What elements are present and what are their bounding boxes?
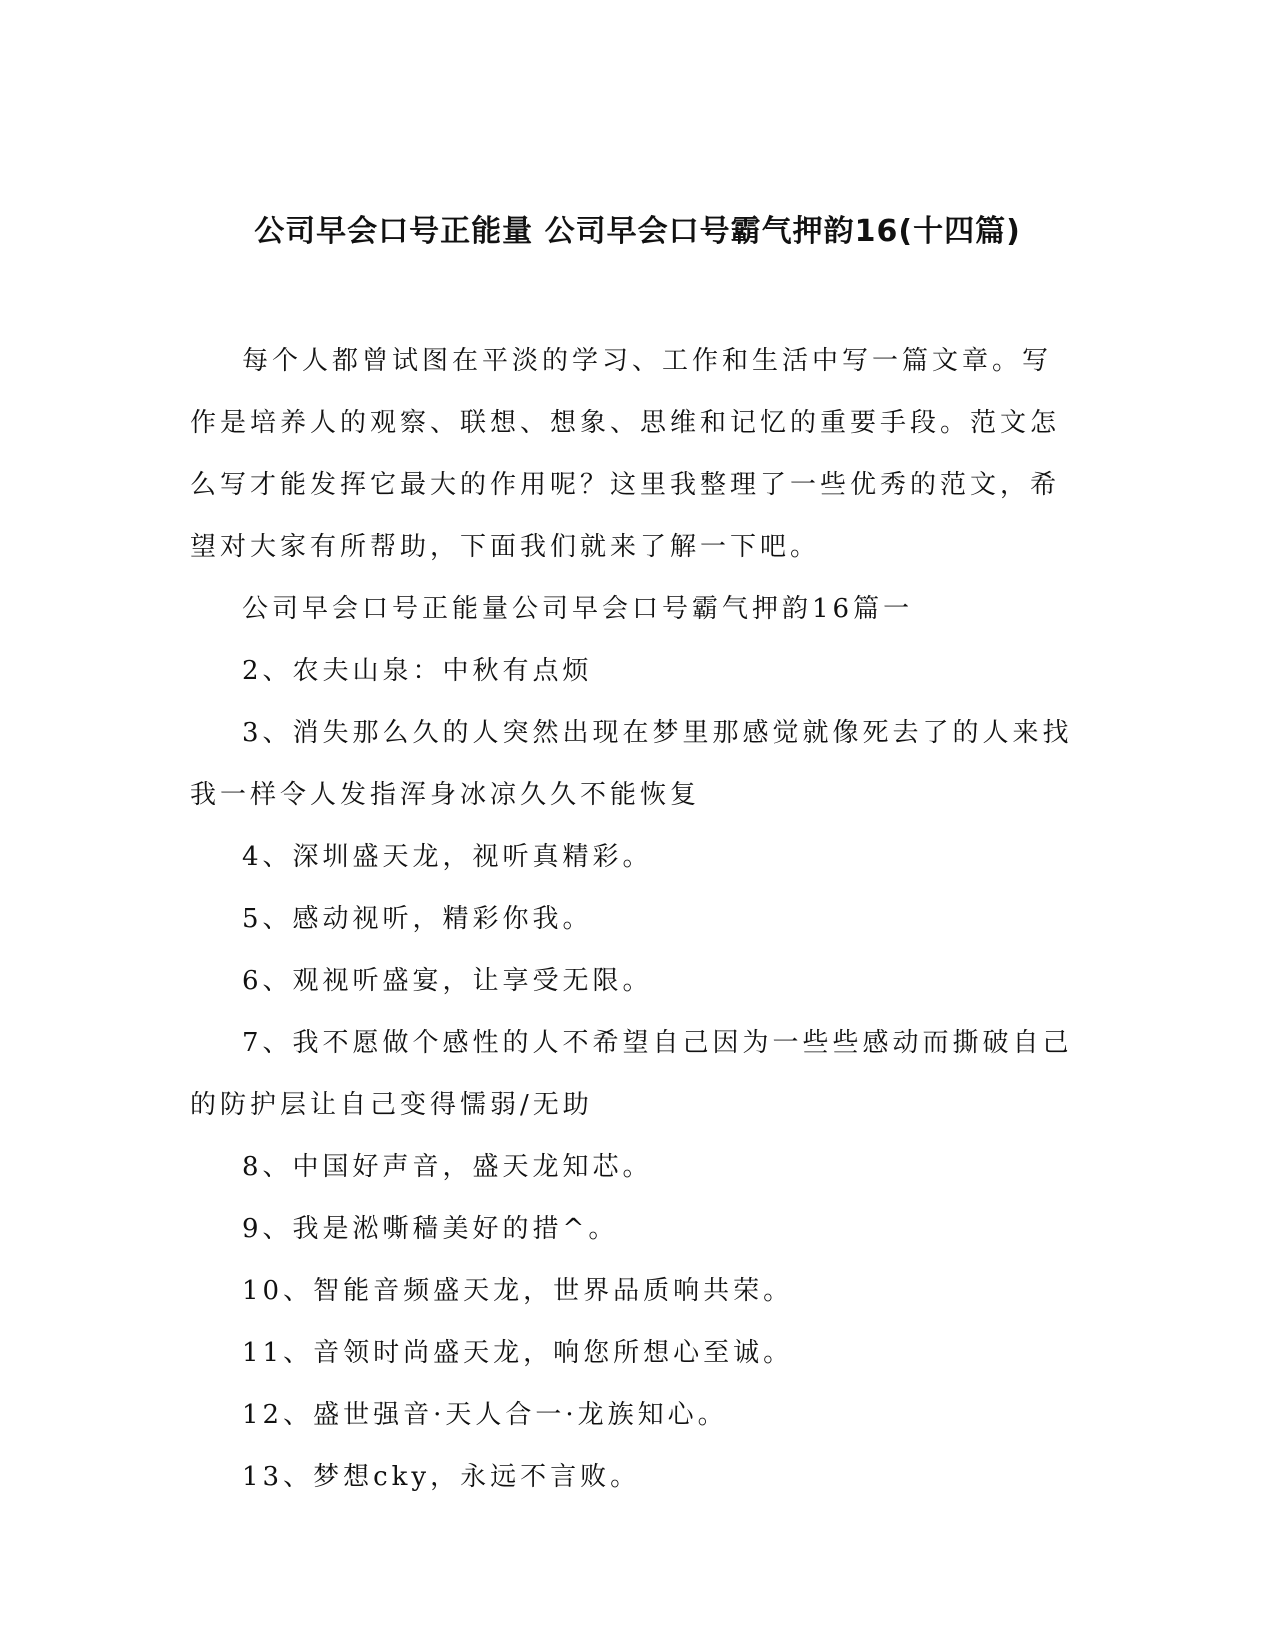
list-item: 9、我是淞嘶穑美好的措^。 <box>242 1214 619 1244</box>
list-item: 13、梦想cky，永远不言败。 <box>242 1462 641 1492</box>
list-item: 3、消失那么久的人突然出现在梦里那感觉就像死去了的人来找我一样令人发指浑身冰凉久久不能恢复 <box>190 718 1073 810</box>
list-item: 6、观视听盛宴，让享受无限。 <box>242 966 653 996</box>
list-item: 7、我不愿做个感性的人不希望自己因为一些些感动而撕破自己的防护层让自己变得懦弱/无助 <box>190 1028 1073 1120</box>
section-heading: 公司早会口号正能量公司早会口号霸气押韵16篇一 <box>242 594 914 624</box>
document-body <box>190 330 1080 1508</box>
list-item: 4、深圳盛天龙，视听真精彩。 <box>242 842 653 872</box>
list-item: 2、农夫山泉：中秋有点烦 <box>242 656 593 686</box>
list-item: 12、盛世强音·天人合一·龙族知心。 <box>242 1400 728 1430</box>
list-item: 5、感动视听，精彩你我。 <box>242 904 593 934</box>
list-item: 11、音领时尚盛天龙，响您所想心至诚。 <box>242 1338 794 1368</box>
intro-paragraph: 每个人都曾试图在平淡的学习、工作和生活中写一篇文章。写作是培养人的观察、联想、想象、思维和记忆的重要手段。范文怎么写才能发挥它最大的作用呢？这里我整理了一些优秀的范文，希望对大家有所帮助，下面我们就来了解一下吧。 <box>190 346 1061 562</box>
list-item: 8、中国好声音，盛天龙知芯。 <box>242 1152 653 1182</box>
list-item: 10、智能音频盛天龙，世界品质响共荣。 <box>242 1276 794 1306</box>
document-title: 公司早会口号正能量 公司早会口号霸气押韵16(十四篇) <box>254 214 1021 249</box>
